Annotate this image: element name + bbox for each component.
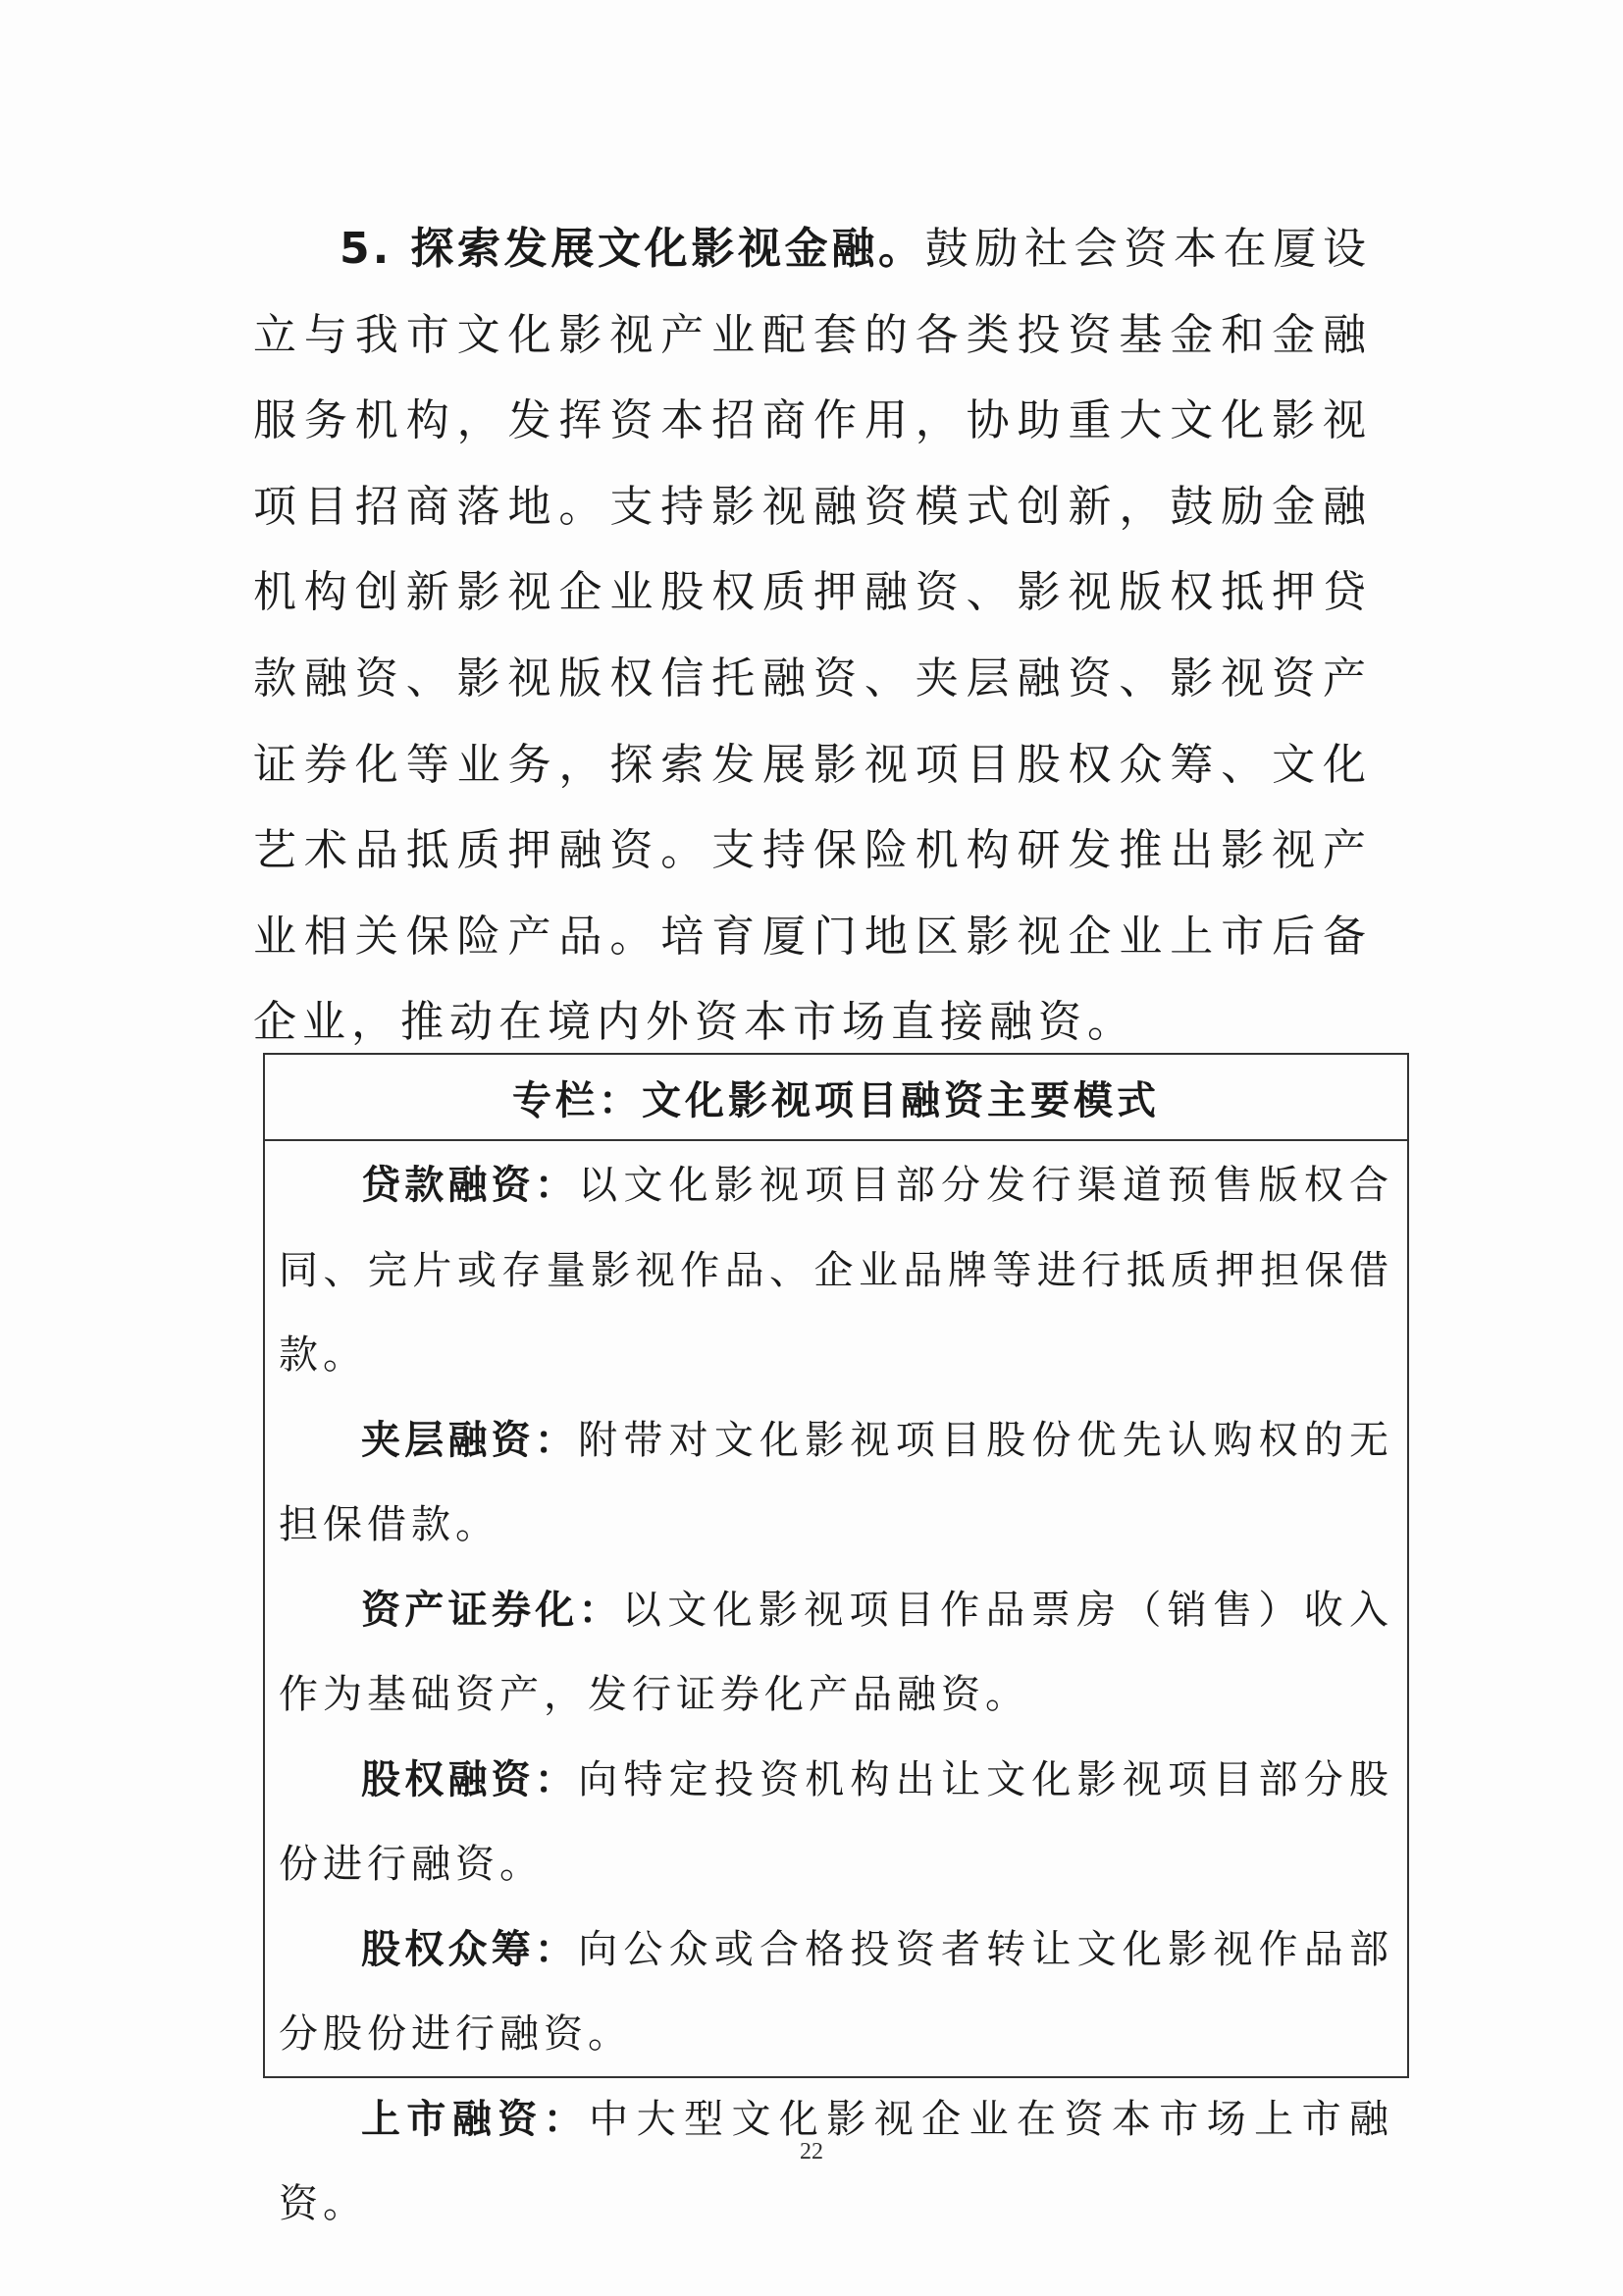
box-item-equity-financing: [279, 1738, 1393, 1907]
section-paragraph-financing: [253, 206, 1372, 1066]
box-item-desc: 附带对文化影视项目股份优先认购权的无担保借款。: [279, 1417, 1394, 1547]
section-heading: 5. 探索发展文化影视金融。: [340, 224, 925, 274]
box-item-desc: 以文化影视项目部分发行渠道预售版权合同、完片或存量影视作品、企业品牌等进行抵质押担保借款。: [279, 1163, 1394, 1378]
box-item-securitization: [279, 1568, 1393, 1738]
box-item-loan: [279, 1143, 1393, 1398]
box-item-equity-crowdfunding: [279, 1907, 1393, 2077]
box-item-mezzanine: [279, 1398, 1393, 1568]
box-item-term: 贷款融资：: [361, 1163, 579, 1208]
box-body: [265, 1141, 1407, 2247]
paragraph: [253, 206, 1372, 1066]
box-item-term: 夹层融资：: [361, 1417, 579, 1463]
box-item-term: 股权融资：: [361, 1756, 579, 1802]
box-item-term: 股权众筹：: [361, 1926, 579, 1972]
box-item-desc: 向特定投资机构出让文化影视项目部分股份进行融资。: [279, 1756, 1394, 1887]
box-item-desc: 向公众或合格投资者转让文化影视作品部分股份进行融资。: [279, 1926, 1394, 2057]
box-item-desc: 以文化影视项目作品票房（销售）收入作为基础资产，发行证券化产品融资。: [279, 1587, 1394, 1717]
box-item-term: 资产证券化：: [361, 1587, 622, 1633]
page-number: 22: [800, 2139, 823, 2165]
box-item-desc: 中大型文化影视企业在资本市场上市融资。: [279, 2096, 1394, 2226]
section-body: 鼓励社会资本在厦设立与我市文化影视产业配套的各类投资基金和金融服务机构，发挥资本招商作用，协助重大文化影视项目招商落地。支持影视融资模式创新，鼓励金融机构创新影视企业股权质押融资、影视版权抵押贷款融资、影视版权信托融资、夹层融资、影视资产证券化等业务，探索发展影视项目股权众筹、文化艺术品抵质押融资。支持保险机构研发推出影视产业相关保险产品。培育厦门地区影视企业上市后备企业，推动在境内外资本市场直接融资。: [253, 224, 1372, 1048]
box-title: 专栏：文化影视项目融资主要模式: [265, 1055, 1407, 1141]
box-item-term: 上市融资：: [361, 2096, 590, 2142]
